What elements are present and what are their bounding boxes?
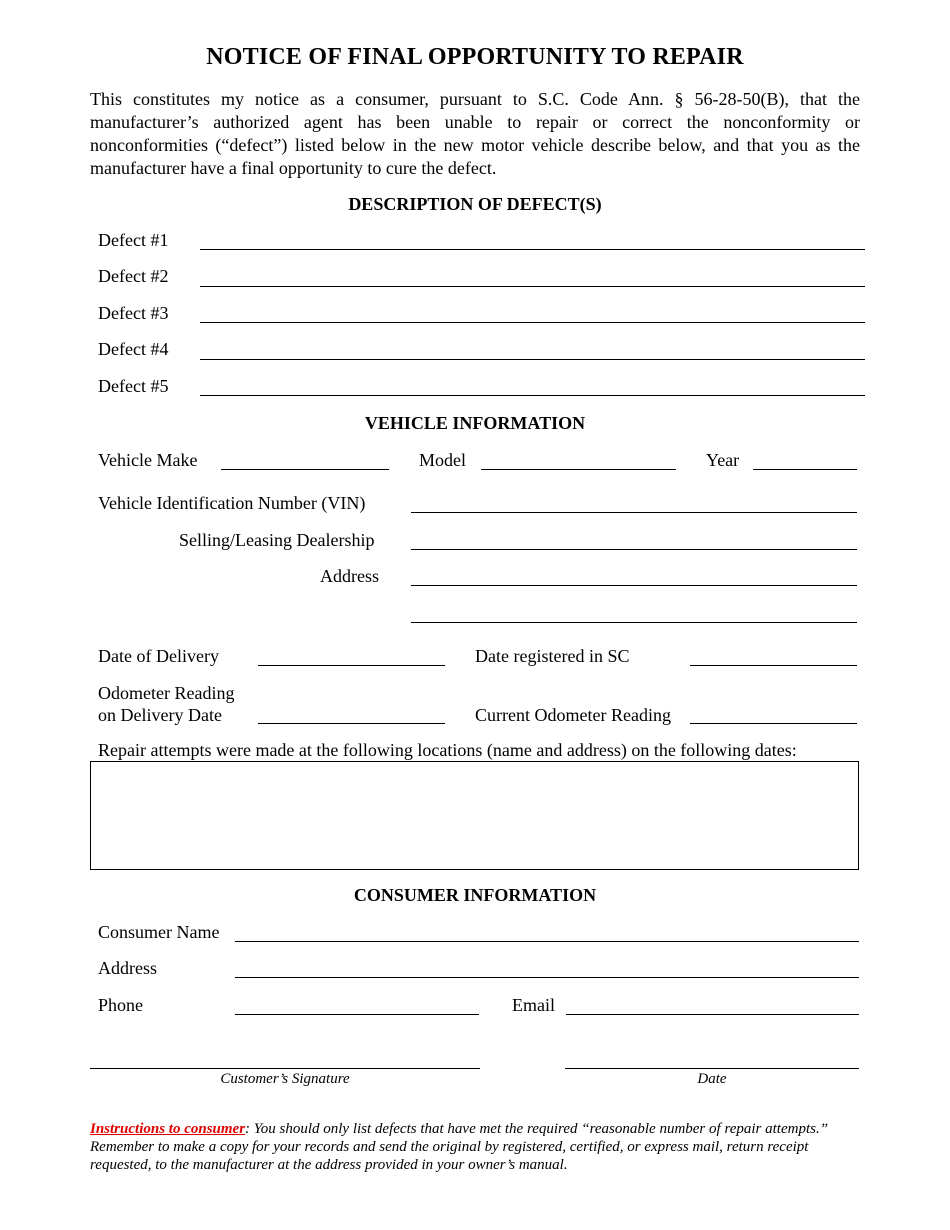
defect-3-label: Defect #3	[98, 303, 169, 323]
defects-heading: DESCRIPTION OF DEFECT(S)	[348, 194, 602, 214]
current-odometer-field[interactable]	[690, 723, 857, 724]
repair-attempts-box[interactable]	[90, 761, 859, 870]
dealer-address-label: Address	[320, 566, 379, 586]
defect-5-label: Defect #5	[98, 376, 169, 396]
consumer-name-field[interactable]	[235, 941, 859, 942]
signature-date-field[interactable]	[565, 1068, 859, 1069]
dealer-address-field-1[interactable]	[411, 585, 857, 586]
year-field[interactable]	[753, 469, 857, 470]
instructions-label: Instructions to consumer	[90, 1121, 246, 1137]
defect-2-field[interactable]	[200, 286, 865, 287]
odometer-label-line1: Odometer Reading	[98, 683, 235, 703]
intro-paragraph: This constitutes my notice as a consumer, pursuant to S.C. Code Ann. § 56-28-50(B), that the manufacturer’s authorized agent has been unable to repair or correct the nonconformity or nonconformities (“defect”) listed below in the new motor vehicle describe below, and that you as the manufacturer have a final opportunity to cure the defect.	[90, 89, 860, 178]
email-field[interactable]	[566, 1014, 859, 1015]
odometer-label-line2: on Delivery Date	[98, 705, 222, 725]
defect-1-label: Defect #1	[98, 230, 169, 250]
consumer-name-label: Consumer Name	[98, 922, 220, 942]
delivery-date-label: Date of Delivery	[98, 646, 219, 666]
date-caption: Date	[697, 1071, 727, 1087]
instructions-note	[90, 1120, 865, 1174]
delivery-date-field[interactable]	[258, 665, 445, 666]
model-field[interactable]	[481, 469, 676, 470]
email-label: Email	[512, 995, 555, 1015]
repair-attempts-label: Repair attempts were made at the following locations (name and address) on the following dates:	[98, 740, 797, 760]
defect-2-label: Defect #2	[98, 266, 169, 286]
phone-label: Phone	[98, 995, 143, 1015]
vehicle-heading: VEHICLE INFORMATION	[364, 413, 586, 433]
registered-date-label: Date registered in SC	[475, 646, 630, 666]
defect-3-field[interactable]	[200, 322, 865, 323]
signature-caption: Customer’s Signature	[220, 1071, 350, 1087]
defect-4-field[interactable]	[200, 359, 865, 360]
dealership-field[interactable]	[411, 549, 857, 550]
odometer-delivery-field[interactable]	[258, 723, 445, 724]
current-odometer-label: Current Odometer Reading	[475, 705, 671, 725]
registered-date-field[interactable]	[690, 665, 857, 666]
model-label: Model	[419, 450, 466, 470]
instructions-text: : You should only list defects that have met the required “reasonable number of repair attempts.” Remember to make a copy for your records and send the original by registered, certified, or express mail, return receipt requested, to the manufacturer at the address provided in your owner’s manual.	[90, 1121, 829, 1173]
vin-field[interactable]	[411, 512, 857, 513]
vehicle-make-label: Vehicle Make	[98, 450, 198, 470]
vin-label: Vehicle Identification Number (VIN)	[98, 493, 366, 513]
signature-field[interactable]	[90, 1068, 480, 1069]
consumer-heading: CONSUMER INFORMATION	[353, 885, 597, 905]
defect-5-field[interactable]	[200, 395, 865, 396]
year-label: Year	[706, 450, 740, 470]
phone-field[interactable]	[235, 1014, 479, 1015]
consumer-address-label: Address	[98, 958, 157, 978]
dealership-label: Selling/Leasing Dealership	[179, 530, 375, 550]
defect-1-field[interactable]	[200, 249, 865, 250]
defect-4-label: Defect #4	[98, 339, 169, 359]
dealer-address-field-2[interactable]	[411, 622, 857, 623]
page-title: NOTICE OF FINAL OPPORTUNITY TO REPAIR	[206, 44, 744, 70]
vehicle-make-field[interactable]	[221, 469, 389, 470]
consumer-address-field[interactable]	[235, 977, 859, 978]
